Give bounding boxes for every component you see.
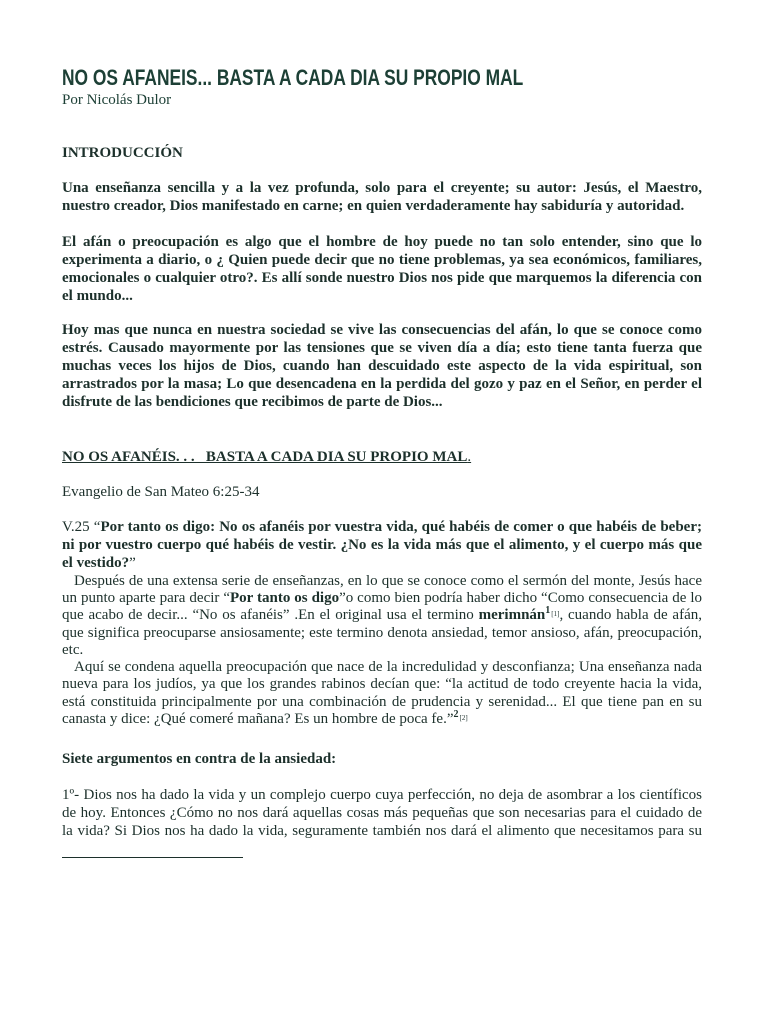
commentary-2-text: Aquí se condena aquella preocupación que nace de la incredulidad y desconfianza; Una enseñanza nada nueva para los judíos, ya que los grandes rabinos decían que: “la actitud de todo creyente hacia la vida, está constituida principalmente por una combinación de prudencia y serenidad... El que tiene pan en su canasta y dice: ¿Qué comeré mañana? Es un hombre de poca fe.” [62, 659, 702, 727]
commentary-1-text-c: , cuando habla de afán, que significa preocuparse ansiosamente; este termino denota ansiedad, temor ansioso, afán, preocupación, etc. [62, 607, 702, 658]
commentary-paragraph-1 [62, 573, 702, 659]
verse-label: V.25 “ [62, 519, 101, 535]
commentary-1-emphasis: Por tanto os digo [230, 590, 340, 607]
intro-paragraph-2: El afán o preocupación es algo que el hombre de hoy puede no tan solo entender, sino que lo experimenta a diario, o ¿ Quien puede decir que no tiene problemas, ya sea económicos, familiares, emocionales o cualquier otro?. Es allí sonde nuestro Dios nos pide que marquemos la diferencia con el mundo... [62, 234, 702, 304]
commentary-1-text-b: ”o como bien podría haber dicho “Como consecuencia de lo que acabo de decir... “No os afanéis” .En el original usa el termino [62, 590, 702, 624]
scripture-reference: Evangelio de San Mateo 6:25-34 [62, 484, 260, 500]
intro-heading: INTRODUCCIÓN [62, 145, 183, 161]
intro-paragraph-1: Una enseñanza sencilla y a la vez profunda, solo para el creyente; su autor: Jesús, el Maestro, nuestro creador, Dios manifestado en carne; en quien verdaderamente hay sabiduría y autoridad. [62, 180, 702, 214]
footnote-separator [62, 857, 243, 858]
author-byline: Por Nicolás Dulor [62, 92, 172, 108]
verse-close-quote: ” [129, 555, 136, 571]
verse-paragraph [62, 518, 702, 572]
intro-paragraph-3: Hoy mas que nunca en nuestra sociedad se vive las consecuencias del afán, lo que se conoce como estrés. Causado mayormente por las tensiones que se viven día a día; esto tiene tanta fuerza que muchas veces los hijos de Dios, cuando han descuidado este aspecto de la vida espiritual, son arrastrados por la masa; Lo que desencadena en la perdida del gozo y paz en el Señor, en perder el disfrute de las bendiciones que recibimos de parte de Dios... [62, 322, 702, 410]
footnote-number-1: 1 [545, 605, 551, 617]
commentary-1-text-a: Después de una extensa serie de enseñanzas, en lo que se conoce como el sermón del monte, Jesús hace un punto aparte para decir “ [62, 573, 702, 607]
arguments-heading: Siete argumentos en contra de la ansiedad: [62, 751, 337, 767]
footnote-number-2: 2 [453, 708, 459, 720]
verse-text: Por tanto os digo: No os afanéis por vuestra vida, qué habéis de comer o que habéis de beber; ni por vuestro cuerpo qué habéis de vestir. ¿No es la vida más que el alimento, y el cuerpo más que el vestido? [62, 519, 702, 571]
section-heading-period: . [467, 449, 472, 465]
document-title: NO OS AFANEIS... BASTA A CADA DIA SU PROPIO MAL [62, 65, 524, 90]
greek-term: merimnán [478, 607, 546, 624]
section-heading-text: NO OS AFANÉIS. . . BASTA A CADA DIA SU PROPIO MAL [62, 449, 468, 465]
section-heading [62, 448, 702, 466]
footnote-link-2[interactable]: [2] [459, 713, 468, 722]
footnote-link-1[interactable]: [1] [551, 610, 560, 619]
commentary-paragraph-2 [62, 659, 702, 728]
argument-1-paragraph: 1º- Dios nos ha dado la vida y un complejo cuerpo cuya perfección, no deja de asombrar a los científicos de hoy. Entonces ¿Cómo no nos dará aquellas cosas más pequeñas que son necesarias para el cuidado de la vida? Si Dios nos ha dado la vida, seguramente también nos dará el alimento que necesitamos para su [62, 787, 702, 839]
